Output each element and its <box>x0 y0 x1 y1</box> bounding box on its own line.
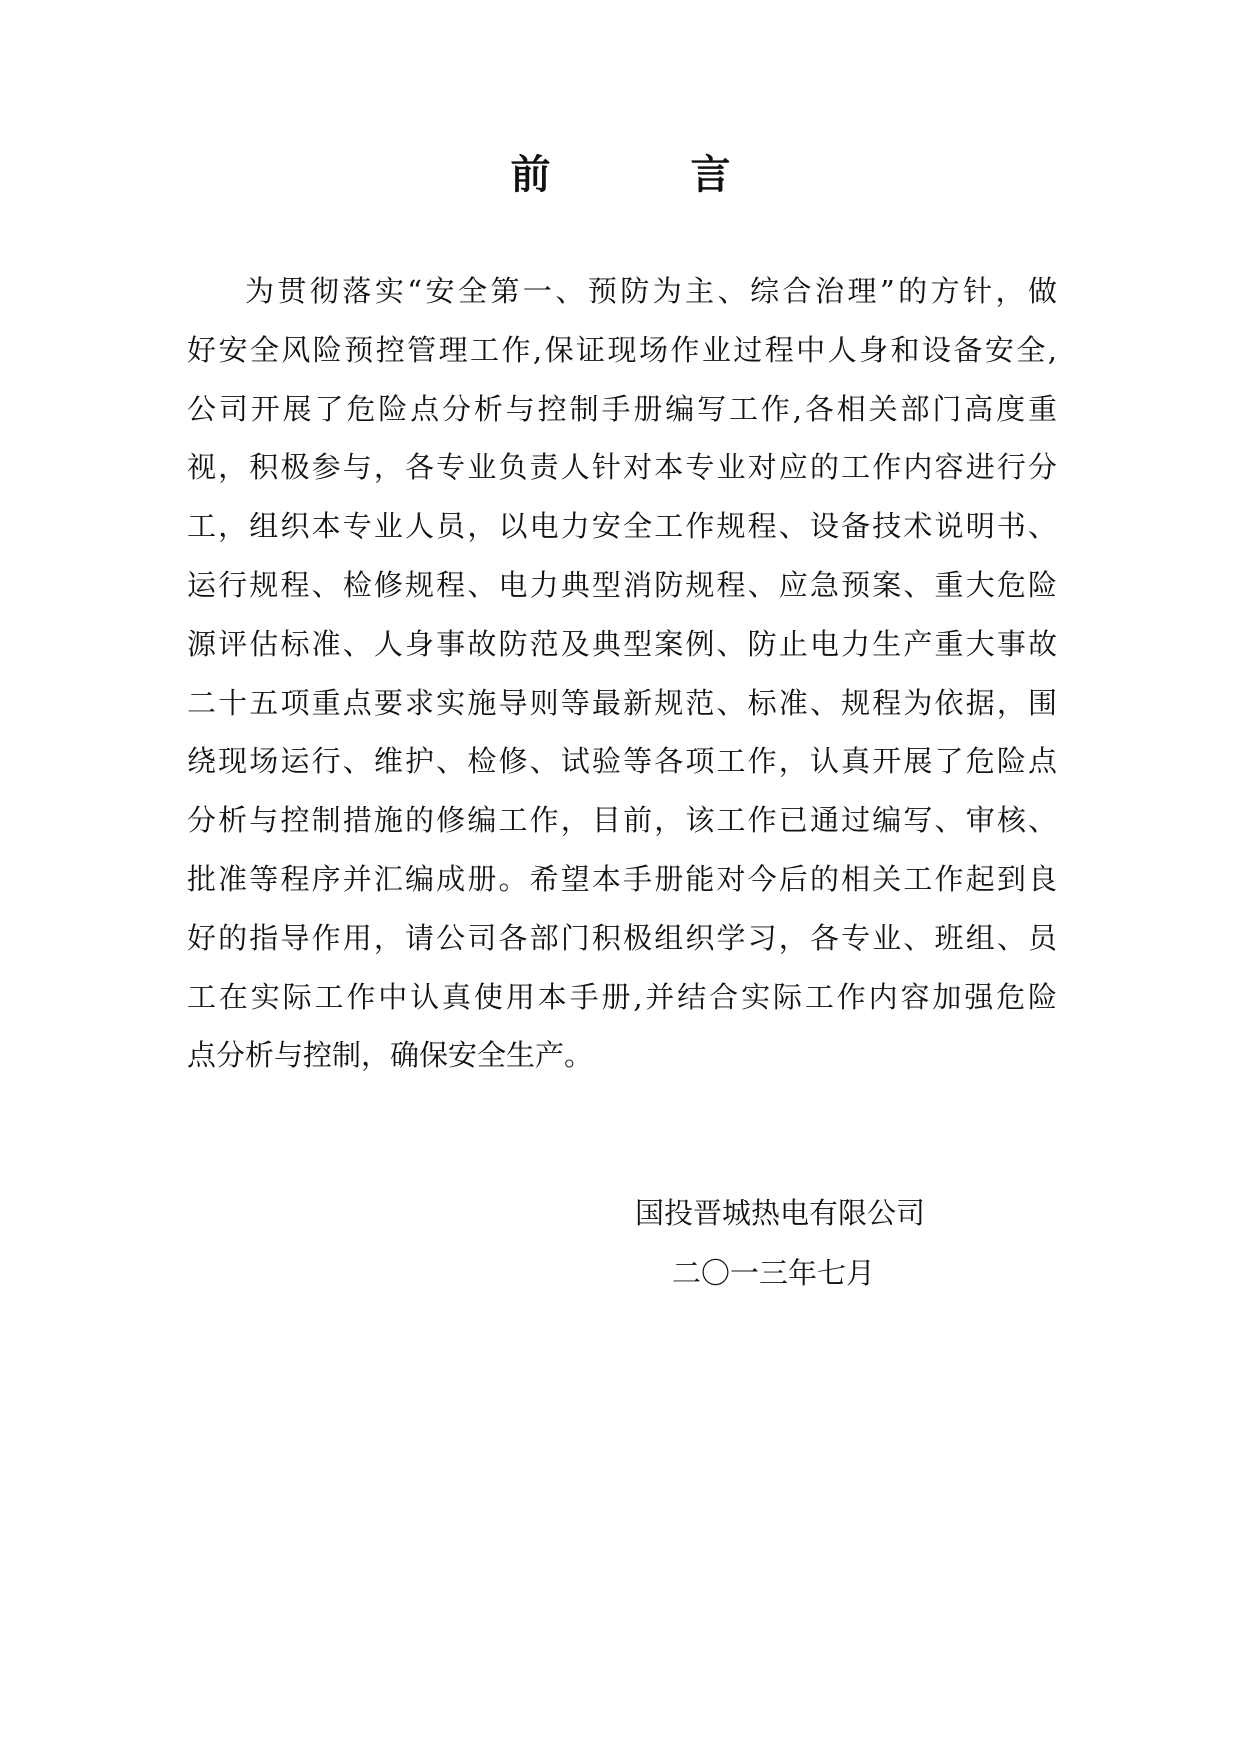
body-line-13: 工在实际工作中认真使用本手册,并结合实际工作内容加强危险 <box>187 979 1057 1014</box>
body-line-12: 好的指导作用，请公司各部门积极组织学习，各专业、班组、员 <box>187 920 1057 955</box>
body-line-14: 点分析与控制，确保安全生产。 <box>187 1038 594 1073</box>
body-line-1: 为贯彻落实“安全第一、预防为主、综合治理”的方针，做 <box>245 274 1057 308</box>
body-line-9: 绕现场运行、维护、检修、试验等各项工作，认真开展了危险点 <box>187 744 1057 779</box>
body-line-2: 好安全风险预控管理工作,保证现场作业过程中人身和设备安全, <box>187 332 1057 367</box>
body-line-6: 运行规程、检修规程、电力典型消防规程、应急预案、重大危险 <box>187 567 1057 602</box>
preface-body <box>187 262 1057 1085</box>
signature-company: 国投晋城热电有限公司 <box>635 1196 926 1230</box>
signature-date: 二〇一三年七月 <box>672 1256 876 1290</box>
body-line-11: 批准等程序并汇编成册。希望本手册能对今后的相关工作起到良 <box>187 861 1057 896</box>
body-line-3: 公司开展了危险点分析与控制手册编写工作,各相关部门高度重 <box>187 391 1057 426</box>
body-line-4: 视，积极参与，各专业负责人针对本专业对应的工作内容进行分 <box>187 450 1057 485</box>
document-title: 前 言 <box>510 151 781 198</box>
body-line-7: 源评估标准、人身事故防范及典型案例、防止电力生产重大事故 <box>187 626 1057 661</box>
body-line-10: 分析与控制措施的修编工作，目前，该工作已通过编写、审核、 <box>187 803 1057 838</box>
body-line-5: 工，组织本专业人员，以电力安全工作规程、设备技术说明书、 <box>187 509 1057 544</box>
body-line-8: 二十五项重点要求实施导则等最新规范、标准、规程为依据，围 <box>187 685 1057 720</box>
